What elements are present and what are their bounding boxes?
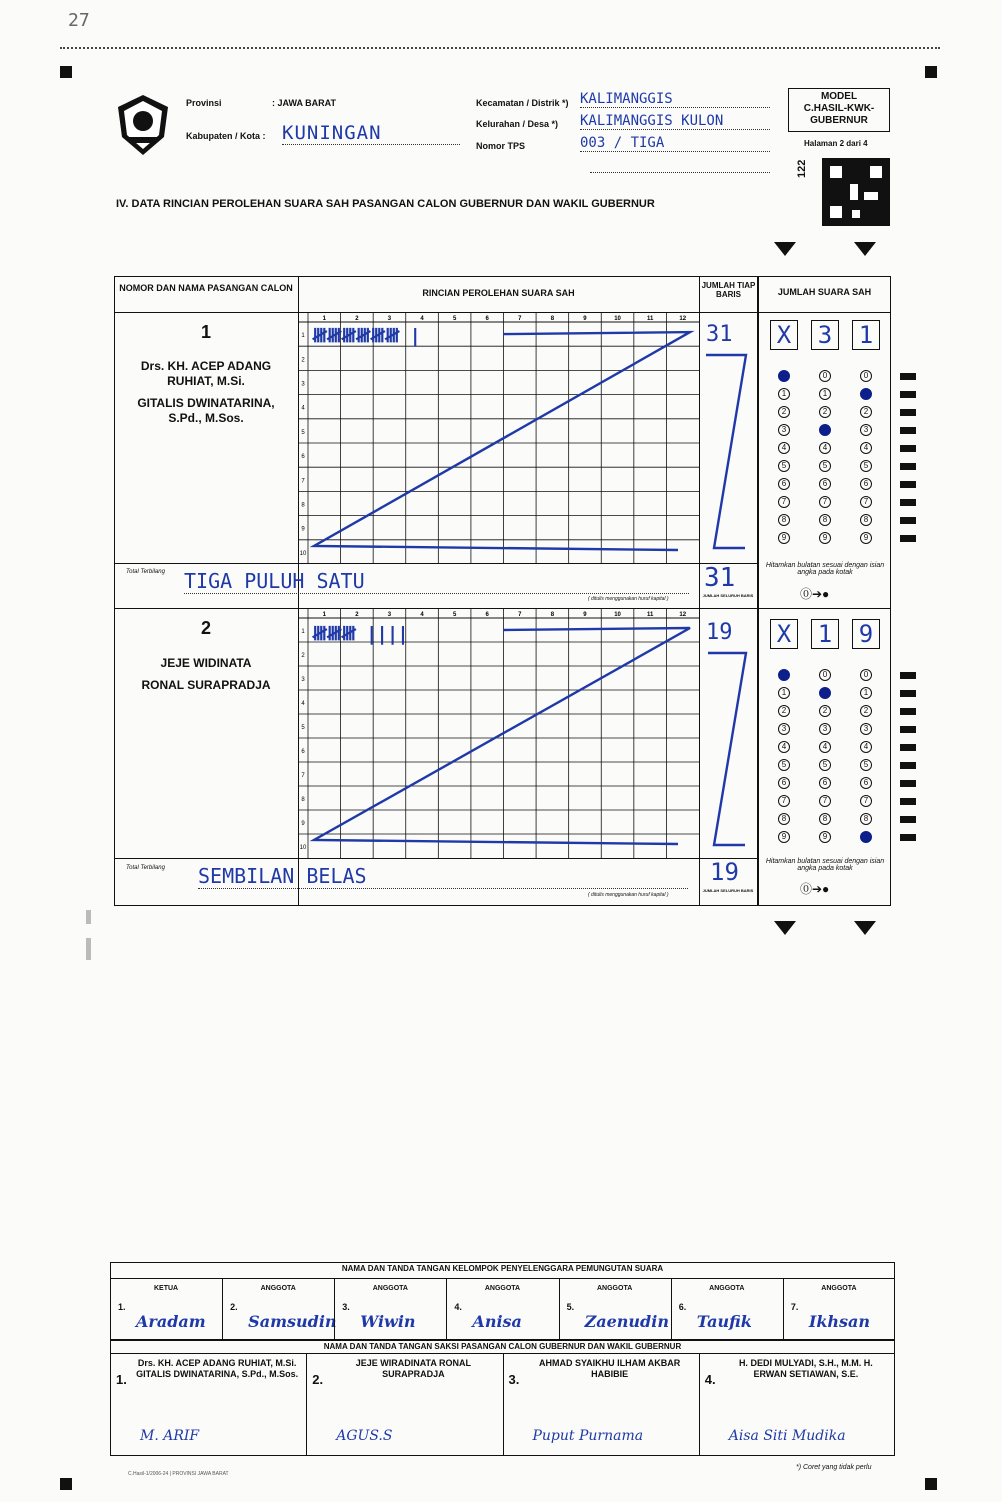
saksi-signature: Puput Purnama	[532, 1428, 644, 1444]
digit-bubble[interactable]: 3	[778, 723, 790, 735]
kpps-signature: Zaenudin	[584, 1312, 669, 1331]
qr-code	[822, 158, 890, 226]
digit-bubble[interactable]: 5	[819, 759, 831, 771]
timing-mark	[900, 409, 916, 416]
candidate-1-deputy-line-2: S.Pd., M.Sos.	[168, 411, 244, 425]
digit-bubble[interactable]: 7	[860, 496, 872, 508]
digit-bubble[interactable]	[778, 370, 790, 382]
digit-bubble[interactable]	[860, 388, 872, 400]
timing-mark	[900, 373, 916, 380]
candidate-1-legend-example: ⓪➔●	[800, 587, 830, 601]
saksi-signature: AGUS.S	[336, 1428, 393, 1444]
candidate-1-name-line-1: Drs. KH. ACEP ADANG	[140, 359, 272, 373]
digit-bubble[interactable]: 4	[778, 442, 790, 454]
grid-row-label: 6	[301, 749, 305, 755]
footer-left: C.Hasil-1/2006-24 | PROVINSI JAWA BARAT	[128, 1471, 229, 1477]
grid-row-label: 10	[299, 550, 307, 557]
timing-mark	[900, 798, 916, 805]
digit-bubble[interactable]: 9	[819, 532, 831, 544]
grid-col-label: 7	[518, 612, 522, 618]
digit-bubble[interactable]: 4	[778, 741, 790, 753]
digit-bubble[interactable]: 1	[778, 388, 790, 400]
terbilang-divider-2	[114, 858, 757, 859]
grid-row-label: 5	[301, 725, 305, 731]
digit-bubble[interactable]: 8	[819, 514, 831, 526]
kpps-number: 6.	[678, 1302, 687, 1312]
grid-col-label: 9	[583, 316, 587, 322]
candidate-2-number: 2	[200, 618, 211, 638]
digit-bubble[interactable]: 0	[860, 669, 872, 681]
digit-bubble[interactable]: 4	[819, 442, 831, 454]
grid-col-label: 2	[355, 316, 359, 322]
grid-col-label: 3	[387, 612, 392, 618]
kpps-number: 3.	[342, 1302, 350, 1312]
tps-value: 003 / TIGA	[580, 135, 770, 152]
digit-bubble[interactable]: 9	[860, 532, 872, 544]
digit-bubble[interactable]: 2	[860, 406, 872, 418]
digit-bubble[interactable]: 1	[860, 687, 872, 699]
candidate-2-deputy-line-1: RONAL SURAPRADJA	[141, 678, 271, 692]
candidate-2-name	[114, 656, 298, 671]
candidate-2-jumlah-total: 19	[710, 858, 739, 886]
kpps-signature: Anisa	[472, 1312, 522, 1331]
kpps-role: ANGGOTA	[484, 1285, 521, 1292]
digit-bubble[interactable]: 0	[819, 669, 831, 681]
header-col1: NOMOR DAN NAMA PASANGAN CALON	[119, 283, 293, 293]
candidate-1-terbilang-label: Total Terbilang	[126, 569, 165, 575]
digit-bubble[interactable]: 9	[819, 831, 831, 843]
saksi-number: 1.	[116, 1372, 127, 1387]
kpps-role: KETUA	[154, 1285, 179, 1292]
header-col2: RINCIAN PEROLEHAN SUARA SAH	[422, 288, 575, 298]
saksi-title: NAMA DAN TANDA TANGAN SAKSI PASANGAN CALON GUBERNUR DAN WAKIL GUBERNUR	[323, 1342, 682, 1351]
candidate-2-legend-example: ⓪➔●	[800, 882, 830, 896]
saksi-pair: AHMAD SYAIKHU ILHAM AKBAR HABIBIE	[538, 1358, 681, 1379]
digit-bubble[interactable]: 6	[778, 478, 790, 490]
corner-mark-bl	[60, 1478, 72, 1490]
saksi-col-divider	[699, 1353, 700, 1456]
grid-row-label: 6	[301, 454, 305, 461]
grid-col-label: 9	[583, 612, 587, 618]
grid-row-label: 8	[301, 797, 305, 803]
grid-col-label: 11	[646, 316, 654, 322]
grid-col-label: 4	[420, 316, 424, 322]
grid-col-label: 10	[614, 612, 621, 618]
digit-bubble[interactable]: 6	[819, 777, 831, 789]
candidate-1-name	[114, 359, 298, 389]
grid-row-label: 5	[301, 429, 305, 436]
timing-mark	[900, 517, 916, 524]
timing-mark	[900, 535, 916, 542]
timing-mark	[900, 780, 916, 787]
grid-col-label: 10	[614, 316, 621, 322]
timing-mark	[900, 726, 916, 733]
digit-box[interactable]: 1	[852, 320, 880, 350]
candidate-2-deputy	[114, 678, 298, 693]
halaman-label: Halaman 2 dari 4	[804, 139, 868, 148]
kabupaten-label: Kabupaten / Kota :	[186, 131, 266, 141]
saksi-number: 4.	[704, 1372, 716, 1387]
kpps-signature: Taufik	[696, 1312, 752, 1331]
tally-row-1-cand-1: 𝍸𝍸𝍸𝍸𝍸𝍸 |	[312, 325, 420, 347]
kpps-number: 2.	[230, 1302, 238, 1312]
grid-row-label: 7	[301, 478, 305, 485]
digit-bubble[interactable]	[819, 687, 831, 699]
digit-bubble[interactable]: 1	[778, 687, 790, 699]
digit-bubble[interactable]: 0	[819, 370, 831, 382]
arrow-marker-1	[774, 242, 796, 256]
saksi-col-divider	[503, 1353, 504, 1456]
grid-row-label: 8	[301, 502, 305, 509]
digit-bubble[interactable]: 8	[819, 813, 831, 825]
grid-row-label: 4	[301, 701, 305, 707]
grid-col-label: 4	[420, 612, 424, 618]
digit-bubble[interactable]: 3	[860, 424, 872, 436]
digit-bubble[interactable]: 7	[819, 496, 831, 508]
candidate-1-jumlah-total: 31	[704, 563, 736, 593]
model-line-1: MODEL	[820, 91, 858, 102]
saksi-pair: Drs. KH. ACEP ADANG RUHIAT, M.Si. GITALIS DWINATARINA, S.Pd., M.Sos.	[136, 1358, 299, 1379]
header-col4: JUMLAH SUARA SAH	[777, 287, 872, 297]
model-line-3: GUBERNUR	[810, 115, 868, 126]
timing-mark	[900, 427, 916, 434]
kpps-number: 7.	[790, 1302, 799, 1312]
digit-bubble[interactable]: 6	[860, 777, 872, 789]
digit-bubble[interactable]: 2	[778, 705, 790, 717]
saksi-signature: M. ARIF	[140, 1428, 200, 1444]
digit-bubble[interactable]: 4	[860, 741, 872, 753]
grid-col-label: 5	[452, 612, 457, 618]
digit-bubble[interactable]	[778, 669, 790, 681]
grid-row-label: 10	[299, 845, 307, 851]
digit-bubble[interactable]: 3	[778, 424, 790, 436]
timing-mark	[900, 744, 916, 751]
digit-bubble[interactable]: 8	[778, 813, 790, 825]
digit-bubble[interactable]	[819, 424, 831, 436]
grid-col-label: 3	[387, 316, 392, 322]
timing-mark	[900, 690, 916, 697]
corner-mark-br	[925, 1478, 937, 1490]
grid-row-label: 7	[301, 773, 305, 779]
candidate-1-name-line-2: RUHIAT, M.Si.	[167, 374, 245, 388]
digit-bubble[interactable]: 5	[778, 759, 790, 771]
grid-col-label: 5	[452, 316, 457, 322]
digit-bubble[interactable]: 7	[778, 496, 790, 508]
candidate-2-terbilang-label: Total Terbilang	[126, 865, 165, 871]
extra-dotted-line	[590, 172, 770, 173]
digit-box[interactable]: 9	[852, 619, 880, 649]
grid-row-label: 2	[301, 357, 305, 364]
grid-col-label: 12	[679, 612, 687, 618]
kpps-number: 4.	[454, 1302, 462, 1312]
candidate-2-hint: Hitamkan bulatan sesuai dengan isian angka pada kotak	[765, 858, 885, 872]
tally-row-1-cand-2: 𝍸𝍸𝍸 ||||	[312, 623, 408, 645]
grid-row-label: 9	[301, 821, 305, 827]
candidate-2-row-total: 19	[706, 620, 733, 645]
saksi-col-divider	[306, 1353, 307, 1456]
arrow-marker-3	[774, 921, 796, 935]
digit-box[interactable]: 3	[811, 320, 839, 350]
top-dashed-line	[60, 47, 940, 49]
candidate-2-name-line-1: JEJE WIDINATA	[160, 656, 252, 670]
kpps-title: NAMA DAN TANDA TANGAN KELOMPOK PENYELENGGARA PEMUNGUTAN SUARA	[341, 1264, 664, 1273]
digit-bubble[interactable]: 5	[819, 460, 831, 472]
grid-col-label: 7	[518, 316, 522, 322]
timing-mark	[900, 499, 916, 506]
grid-row-label: 1	[301, 333, 305, 340]
grid-col-label: 11	[646, 612, 654, 618]
logo-emblem	[114, 93, 172, 157]
digit-bubble[interactable]: 3	[860, 723, 872, 735]
candidate-1-terbilang: TIGA PULUH SATU	[184, 569, 689, 594]
timing-mark	[900, 481, 916, 488]
digit-bubble[interactable]: 8	[860, 514, 872, 526]
timing-mark	[900, 816, 916, 823]
grid-col-label: 8	[550, 612, 555, 618]
saksi-number: 3.	[508, 1372, 520, 1387]
grid-col-label: 6	[485, 612, 489, 618]
digit-bubble[interactable]: 5	[860, 460, 872, 472]
candidate-1-row-total: 31	[706, 322, 733, 347]
kpps-signature: Aradam	[136, 1312, 206, 1331]
digit-bubble[interactable]: 6	[778, 777, 790, 789]
kelurahan-label: Kelurahan / Desa *)	[476, 119, 559, 129]
provinsi-value: : JAWA BARAT	[272, 98, 336, 108]
grid-row-label: 3	[301, 381, 305, 388]
digit-bubble[interactable]: 9	[778, 831, 790, 843]
kpps-signature: Wiwin	[360, 1312, 416, 1331]
timing-mark	[900, 672, 916, 679]
footer-right: *) Coret yang tidak perlu	[796, 1464, 872, 1471]
kpps-signature: Ikhsan	[808, 1312, 871, 1331]
digit-bubble[interactable]	[860, 831, 872, 843]
grid-row-label: 1	[301, 629, 305, 635]
candidate-1-deputy	[114, 396, 298, 426]
timing-mark	[900, 445, 916, 452]
saksi-number: 2.	[312, 1372, 324, 1387]
tps-label: Nomor TPS	[476, 141, 526, 151]
timing-mark	[900, 834, 916, 841]
candidate-2-kapital-note: ( ditulis menggunakan huruf kapital )	[588, 892, 669, 898]
kpps-role: ANGGOTA	[821, 1285, 857, 1292]
grid-row-label: 3	[301, 677, 305, 683]
kpps-role: ANGGOTA	[709, 1285, 745, 1292]
sig-divider-title	[110, 1278, 895, 1279]
sig-divider-mid	[110, 1339, 895, 1341]
digit-bubble[interactable]: 1	[819, 388, 831, 400]
arrow-marker-4	[854, 921, 876, 935]
digit-bubble[interactable]: 4	[819, 741, 831, 753]
digit-bubble[interactable]: 8	[778, 514, 790, 526]
kpps-role: ANGGOTA	[372, 1285, 408, 1292]
grid-row-label: 2	[301, 653, 305, 659]
timing-mark	[900, 391, 916, 398]
qr-number: 122	[796, 159, 808, 178]
digit-bubble[interactable]: 4	[860, 442, 872, 454]
digit-bubble[interactable]: 6	[860, 478, 872, 490]
digit-bubble[interactable]: 6	[819, 478, 831, 490]
timing-mark	[900, 463, 916, 470]
grid-col-label: 8	[550, 316, 555, 322]
model-box	[788, 88, 890, 132]
kpps-number: 1.	[118, 1302, 126, 1312]
digit-box[interactable]: 1	[811, 619, 839, 649]
grid-col-label: 1	[322, 612, 326, 618]
digit-bubble[interactable]: 5	[778, 460, 790, 472]
kelurahan-value: KALIMANGGIS KULON	[580, 113, 770, 130]
grid-row-label: 4	[301, 405, 305, 412]
grid-col-label: 6	[485, 316, 489, 322]
saksi-pair: H. DEDI MULYADI, S.H., M.M. H. ERWAN SETIAWAN, S.E.	[738, 1358, 873, 1379]
grid-col-label: 12	[679, 316, 687, 322]
timing-mark	[900, 708, 916, 715]
digit-bubble[interactable]: 8	[860, 813, 872, 825]
digit-box[interactable]: X	[770, 320, 798, 350]
digit-bubble[interactable]: 2	[819, 705, 831, 717]
candidate-1-number: 1	[200, 322, 211, 342]
digit-bubble[interactable]: 3	[819, 723, 831, 735]
candidate-1-jumlah-seluruh: JUMLAH SELURUH BARIS	[702, 593, 754, 598]
kabupaten-value: KUNINGAN	[282, 122, 460, 145]
model-line-2: C.HASIL-KWK-	[803, 103, 875, 114]
section-title: IV. DATA RINCIAN PEROLEHAN SUARA SAH PASANGAN CALON GUBERNUR DAN WAKIL GUBERNUR	[116, 198, 655, 210]
candidate-1-hint: Hitamkan bulatan sesuai dengan isian angka pada kotak	[765, 562, 885, 576]
saksi-pair: JEJE WIRADINATA RONAL SURAPRADJA	[355, 1358, 472, 1379]
digit-bubble[interactable]: 5	[860, 759, 872, 771]
grid-row-label: 9	[301, 526, 305, 533]
saksi-signature: Aisa Siti Mudika	[728, 1428, 846, 1444]
candidate-2-terbilang: SEMBILAN BELAS	[198, 864, 688, 889]
digit-bubble[interactable]: 9	[778, 532, 790, 544]
kpps-number: 5.	[566, 1302, 575, 1312]
page-number: 27	[68, 10, 90, 31]
digit-bubble[interactable]: 2	[778, 406, 790, 418]
header-col3: JUMLAH TIAP BARIS	[701, 281, 756, 299]
col-divider-2	[699, 276, 700, 906]
corner-mark-tl	[60, 66, 72, 78]
digit-bubble[interactable]: 0	[860, 370, 872, 382]
digit-bubble[interactable]: 7	[819, 795, 831, 807]
kpps-role: ANGGOTA	[597, 1285, 633, 1292]
kpps-role: ANGGOTA	[260, 1285, 296, 1292]
corner-mark-tr	[925, 66, 937, 78]
digit-box[interactable]: X	[770, 619, 798, 649]
digit-bubble[interactable]: 2	[860, 705, 872, 717]
timing-mark	[900, 762, 916, 769]
grid-col-label: 2	[355, 612, 359, 618]
col-divider-3	[757, 276, 759, 906]
digit-bubble[interactable]: 2	[819, 406, 831, 418]
provinsi-label: Provinsi	[186, 98, 222, 108]
kecamatan-value: KALIMANGGIS	[580, 91, 770, 108]
kecamatan-label: Kecamatan / Distrik *)	[476, 98, 569, 108]
kpps-signature: Samsudin	[248, 1312, 337, 1331]
candidate-1-kapital-note: ( ditulis menggunakan huruf kapital )	[588, 596, 669, 602]
margin-mark-2	[86, 938, 91, 960]
margin-mark-1	[86, 910, 91, 924]
arrow-marker-2	[854, 242, 876, 256]
digit-bubble[interactable]: 7	[860, 795, 872, 807]
candidate-2-jumlah-seluruh: JUMLAH SELURUH BARIS	[702, 888, 754, 893]
grid-col-label: 1	[322, 316, 326, 322]
digit-bubble[interactable]: 7	[778, 795, 790, 807]
candidate-1-deputy-line-1: GITALIS DWINATARINA,	[137, 396, 275, 410]
